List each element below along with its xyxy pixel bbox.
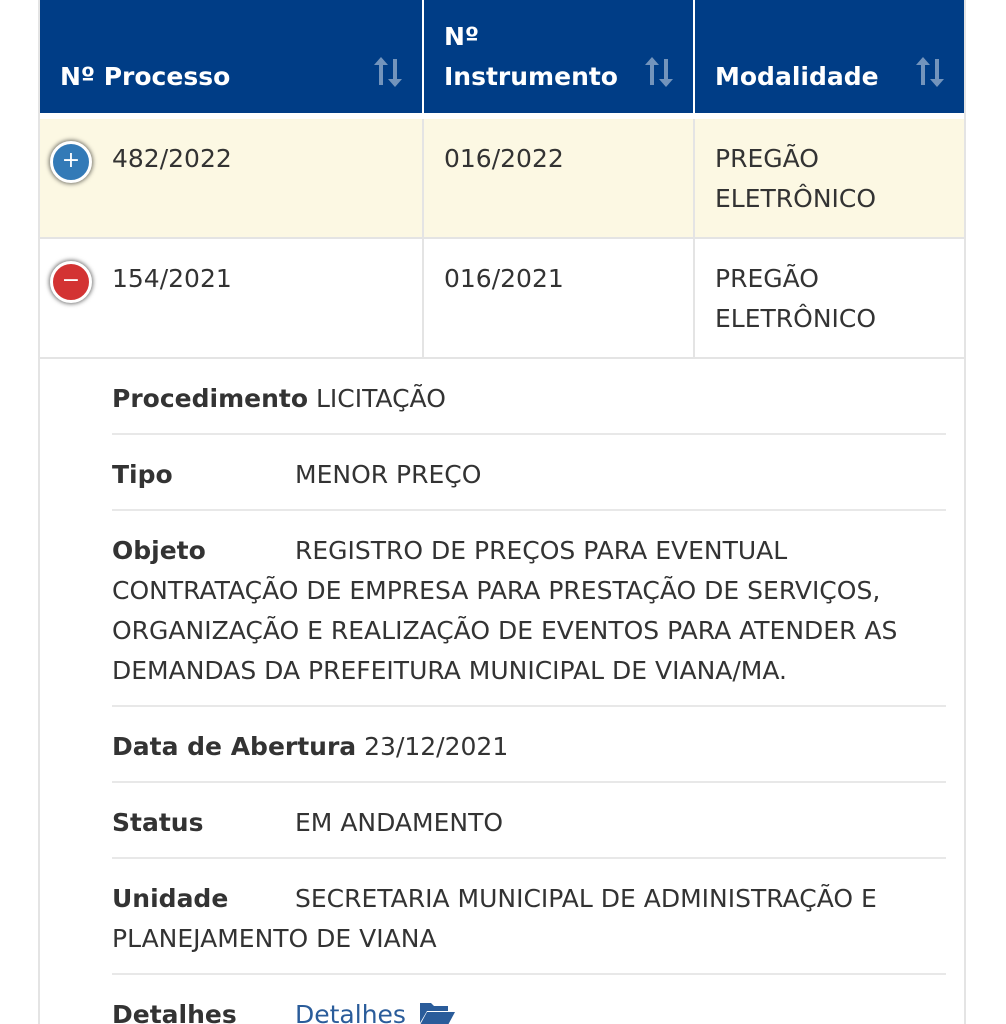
cell-instrumento [422,119,693,237]
header-label-line1: Nº [444,22,480,51]
detail-value: REGISTRO DE PREÇOS PARA EVENTUAL CONTRATAÇÃO DE EMPRESA PARA PRESTAÇÃO DE SERVIÇOS, ORGANIZAÇÃO E REALIZAÇÃO DE EVENTOS PARA ATENDER AS DEMANDAS DA PREFEITURA MUNICIPAL DE VIANA/MA. [112,536,898,685]
header-label: Modalidade [715,62,879,91]
modalidade-line1: PREGÃO [715,264,819,293]
detail-label: Tipo [112,460,173,489]
detail-value: EM ANDAMENTO [295,808,504,837]
row-details [40,359,964,1024]
sort-arrows-icon[interactable] [645,57,673,87]
detail-value: MENOR PREÇO [295,460,482,489]
detail-label: Unidade [112,884,229,913]
header-label-line2: Instrumento [444,62,618,91]
detail-detalhes [112,975,946,1024]
table-header [40,0,964,113]
cell-modalidade [693,119,964,237]
process-table [38,0,966,1024]
cell-processo [40,239,422,357]
modalidade-line2: ELETRÔNICO [715,184,877,213]
modalidade-line1: PREGÃO [715,144,819,173]
detail-status [112,783,946,859]
detail-label: Procedimento [112,384,308,413]
modalidade-line2: ELETRÔNICO [715,304,877,333]
header-label: Nº Processo [60,62,231,91]
detail-label: Data de Abertura [112,732,357,761]
sort-arrows-icon[interactable] [374,57,402,87]
sort-arrows-icon[interactable] [916,57,944,87]
detail-procedimento [112,359,946,435]
minus-circle-icon[interactable]: − [50,261,92,303]
cell-modalidade [693,239,964,357]
folder-open-icon[interactable] [418,999,456,1024]
detail-value: 23/12/2021 [364,732,509,761]
processo-value: 482/2022 [112,144,232,173]
detail-label: Status [112,808,204,837]
table-row[interactable] [40,239,964,359]
cell-processo [40,119,422,237]
detail-value: SECRETARIA MUNICIPAL DE ADMINISTRAÇÃO E PLANEJAMENTO DE VIANA [112,884,877,953]
processo-value: 154/2021 [112,264,232,293]
detail-unidade [112,859,946,975]
table-row[interactable] [40,119,964,239]
detail-tipo [112,435,946,511]
instrumento-value: 016/2022 [444,144,564,173]
detail-data-abertura [112,707,946,783]
cell-instrumento [422,239,693,357]
instrumento-value: 016/2021 [444,264,564,293]
detail-label: Detalhes [112,1000,237,1024]
detail-objeto [112,511,946,707]
column-header-processo[interactable] [40,0,422,113]
column-header-instrumento[interactable] [422,0,693,113]
column-header-modalidade[interactable] [693,0,964,113]
plus-circle-icon[interactable]: + [50,141,92,183]
detail-value: LICITAÇÃO [315,384,446,413]
detalhes-link[interactable]: Detalhes [295,1000,406,1024]
detail-label: Objeto [112,536,206,565]
